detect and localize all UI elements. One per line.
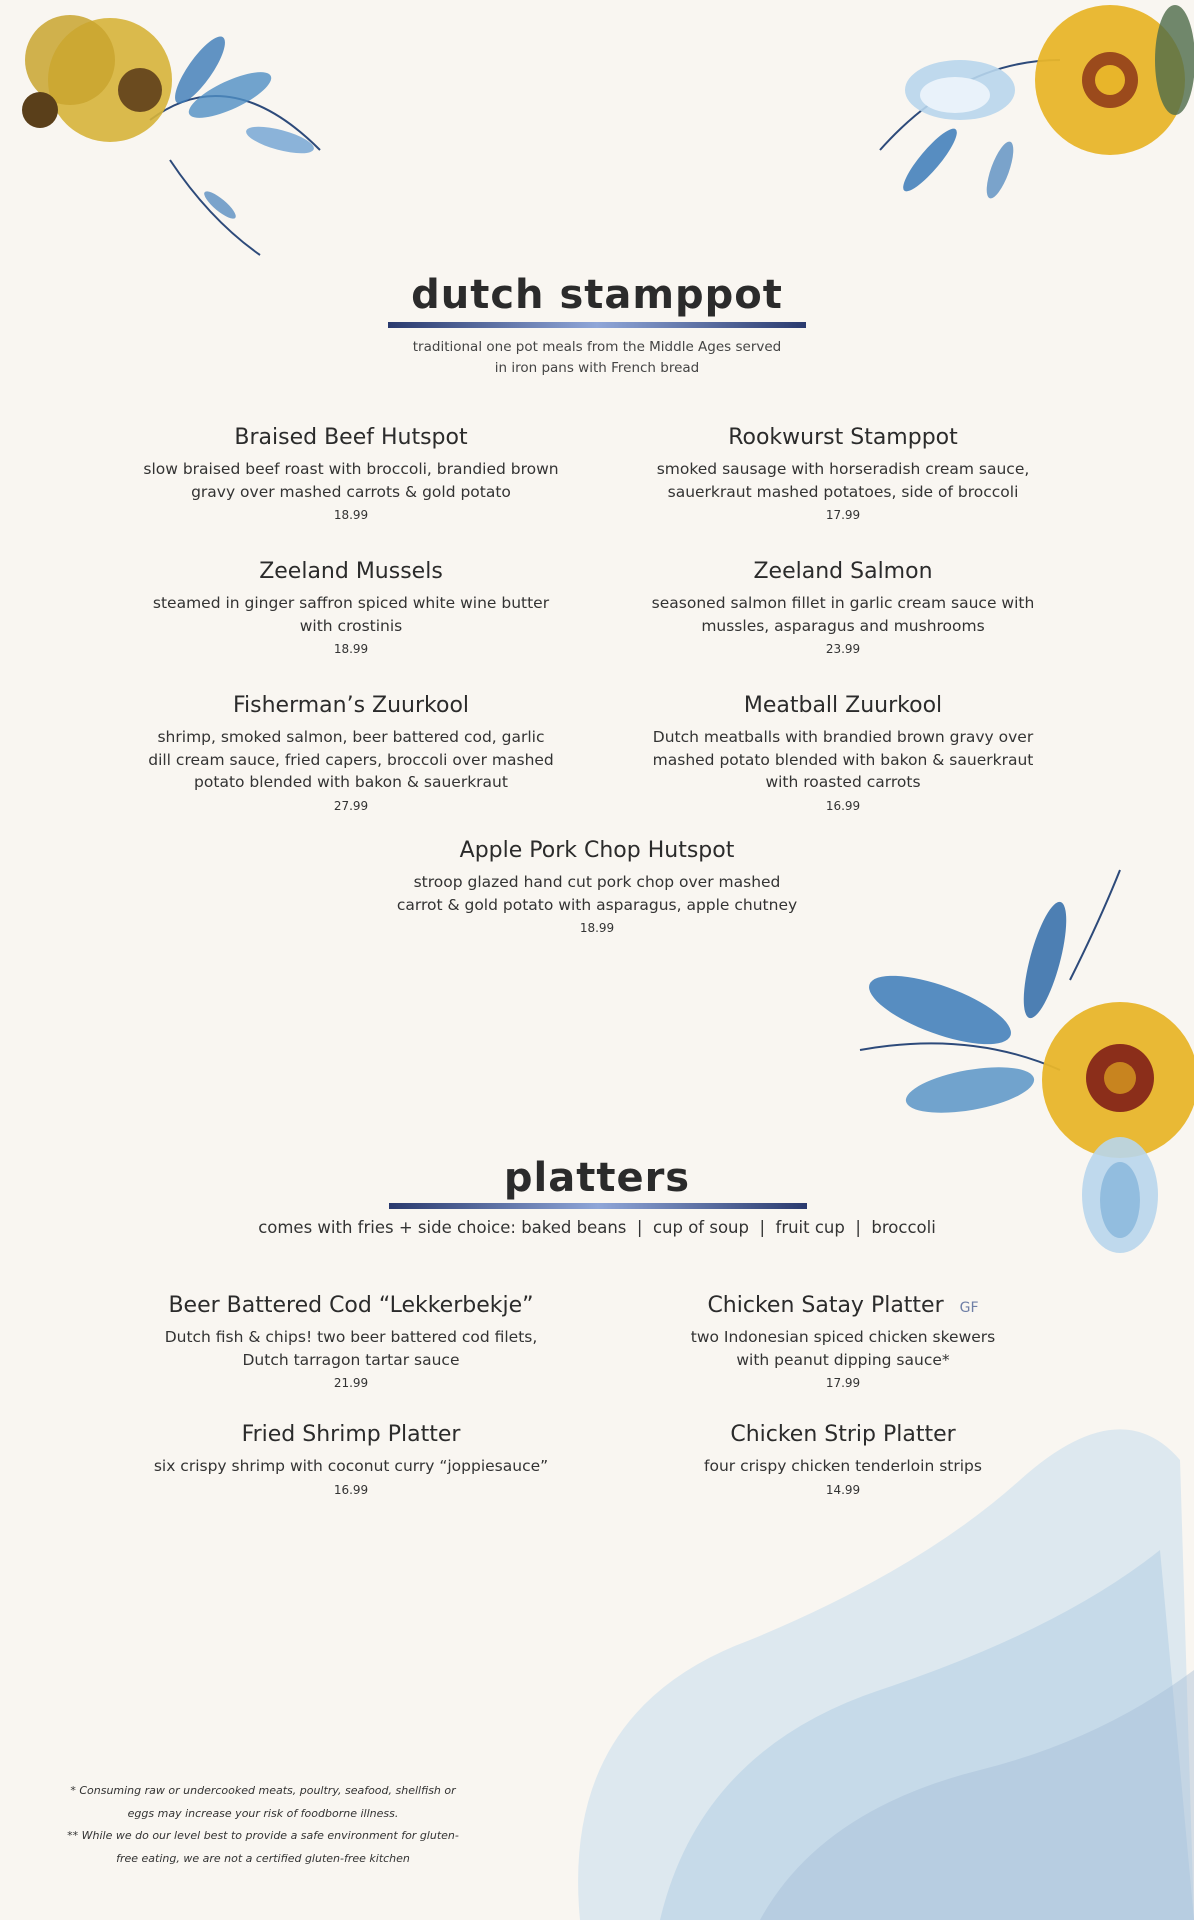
item-price: 18.99 [333,642,369,656]
item-name: Chicken Strip Platter [730,1422,956,1447]
disclaimer-notes: * Consuming raw or undercooked meats, poultry, seafood, shellfish or eggs may increase your risk of foodborne illness. ** While we do our level best to provide a safe environment for gluten- free eating, we are not a certified gluten-free kitchen [67,1784,459,1865]
menu-item [131,425,571,522]
menu-item [623,693,1063,813]
menu-item [623,559,1063,656]
item-description: shrimp, smoked salmon, beer battered cod, garlic dill cream sauce, fried capers, broccoli over mashed potato blended with bakon & sauerkraut [148,728,554,791]
item-price: 18.99 [579,921,615,935]
item-description: seasoned salmon fillet in garlic cream sauce with mussles, asparagus and mushrooms [651,594,1035,635]
menu-item [131,559,571,656]
item-price: 23.99 [825,642,861,656]
item-name-row [623,1293,1063,1318]
gluten-free-badge: GF [959,1300,979,1316]
title-underline [388,322,806,328]
item-description: smoked sausage with horseradish cream sauce, sauerkraut mashed potatoes, side of broccoli [656,460,1030,501]
item-name: Meatball Zuurkool [743,693,943,718]
item-name: Braised Beef Hutspot [234,425,468,450]
item-name: Zeeland Salmon [753,559,933,584]
item-price: 21.99 [333,1376,369,1390]
item-description: four crispy chicken tenderloin strips [704,1457,982,1475]
item-price: 16.99 [333,1482,369,1497]
section-subtitle-stamppot: traditional one pot meals from the Middle Ages served in iron pans with French bread [412,339,782,376]
floral-sunflower-right-icon [820,860,1194,1280]
item-description: slow braised beef roast with broccoli, brandied brown gravy over mashed carrots & gold potato [143,460,559,501]
item-price: 17.99 [825,1376,861,1390]
menu-item [623,1422,1063,1497]
item-price: 16.99 [825,798,861,813]
item-name: Chicken Satay Platter [707,1293,944,1318]
menu-item [377,838,817,935]
floral-corner-top-left-icon [0,0,360,270]
menu-item [131,1293,571,1390]
item-description: six crispy shrimp with coconut curry “joppiesauce” [153,1457,549,1475]
item-name: Fried Shrimp Platter [241,1422,461,1447]
section-title-platters: platters [503,1155,691,1201]
item-name: Beer Battered Cod “Lekkerbekje” [168,1293,534,1318]
item-price: 18.99 [333,508,369,522]
menu-item [131,1422,571,1497]
floral-corner-top-right-icon [860,0,1194,230]
section-subtitle-platters: comes with fries + side choice: baked beans | cup of soup | fruit cup | broccoli [258,1218,936,1237]
item-name: Apple Pork Chop Hutspot [459,838,735,863]
menu-item [623,1293,1063,1390]
item-description: steamed in ginger saffron spiced white wine butter with crostinis [152,594,550,635]
item-description: Dutch meatballs with brandied brown gravy over mashed potato blended with bakon & sauerkraut with roasted carrots [652,728,1034,791]
menu-item [131,693,571,813]
item-price: 27.99 [333,798,369,813]
item-description: two Indonesian spiced chicken skewers with peanut dipping sauce* [690,1328,996,1369]
item-name: Fisherman’s Zuurkool [232,693,470,718]
title-underline [389,1203,807,1209]
item-description: stroop glazed hand cut pork chop over mashed carrot & gold potato with asparagus, apple chutney [396,873,798,914]
menu-item [623,425,1063,522]
item-price: 14.99 [825,1482,861,1497]
item-name: Zeeland Mussels [259,559,443,584]
item-description: Dutch fish & chips! two beer battered cod filets, Dutch tarragon tartar sauce [164,1328,538,1369]
item-price: 17.99 [825,508,861,522]
item-name: Rookwurst Stamppot [728,425,958,450]
section-title-stamppot: dutch stamppot [411,272,783,318]
